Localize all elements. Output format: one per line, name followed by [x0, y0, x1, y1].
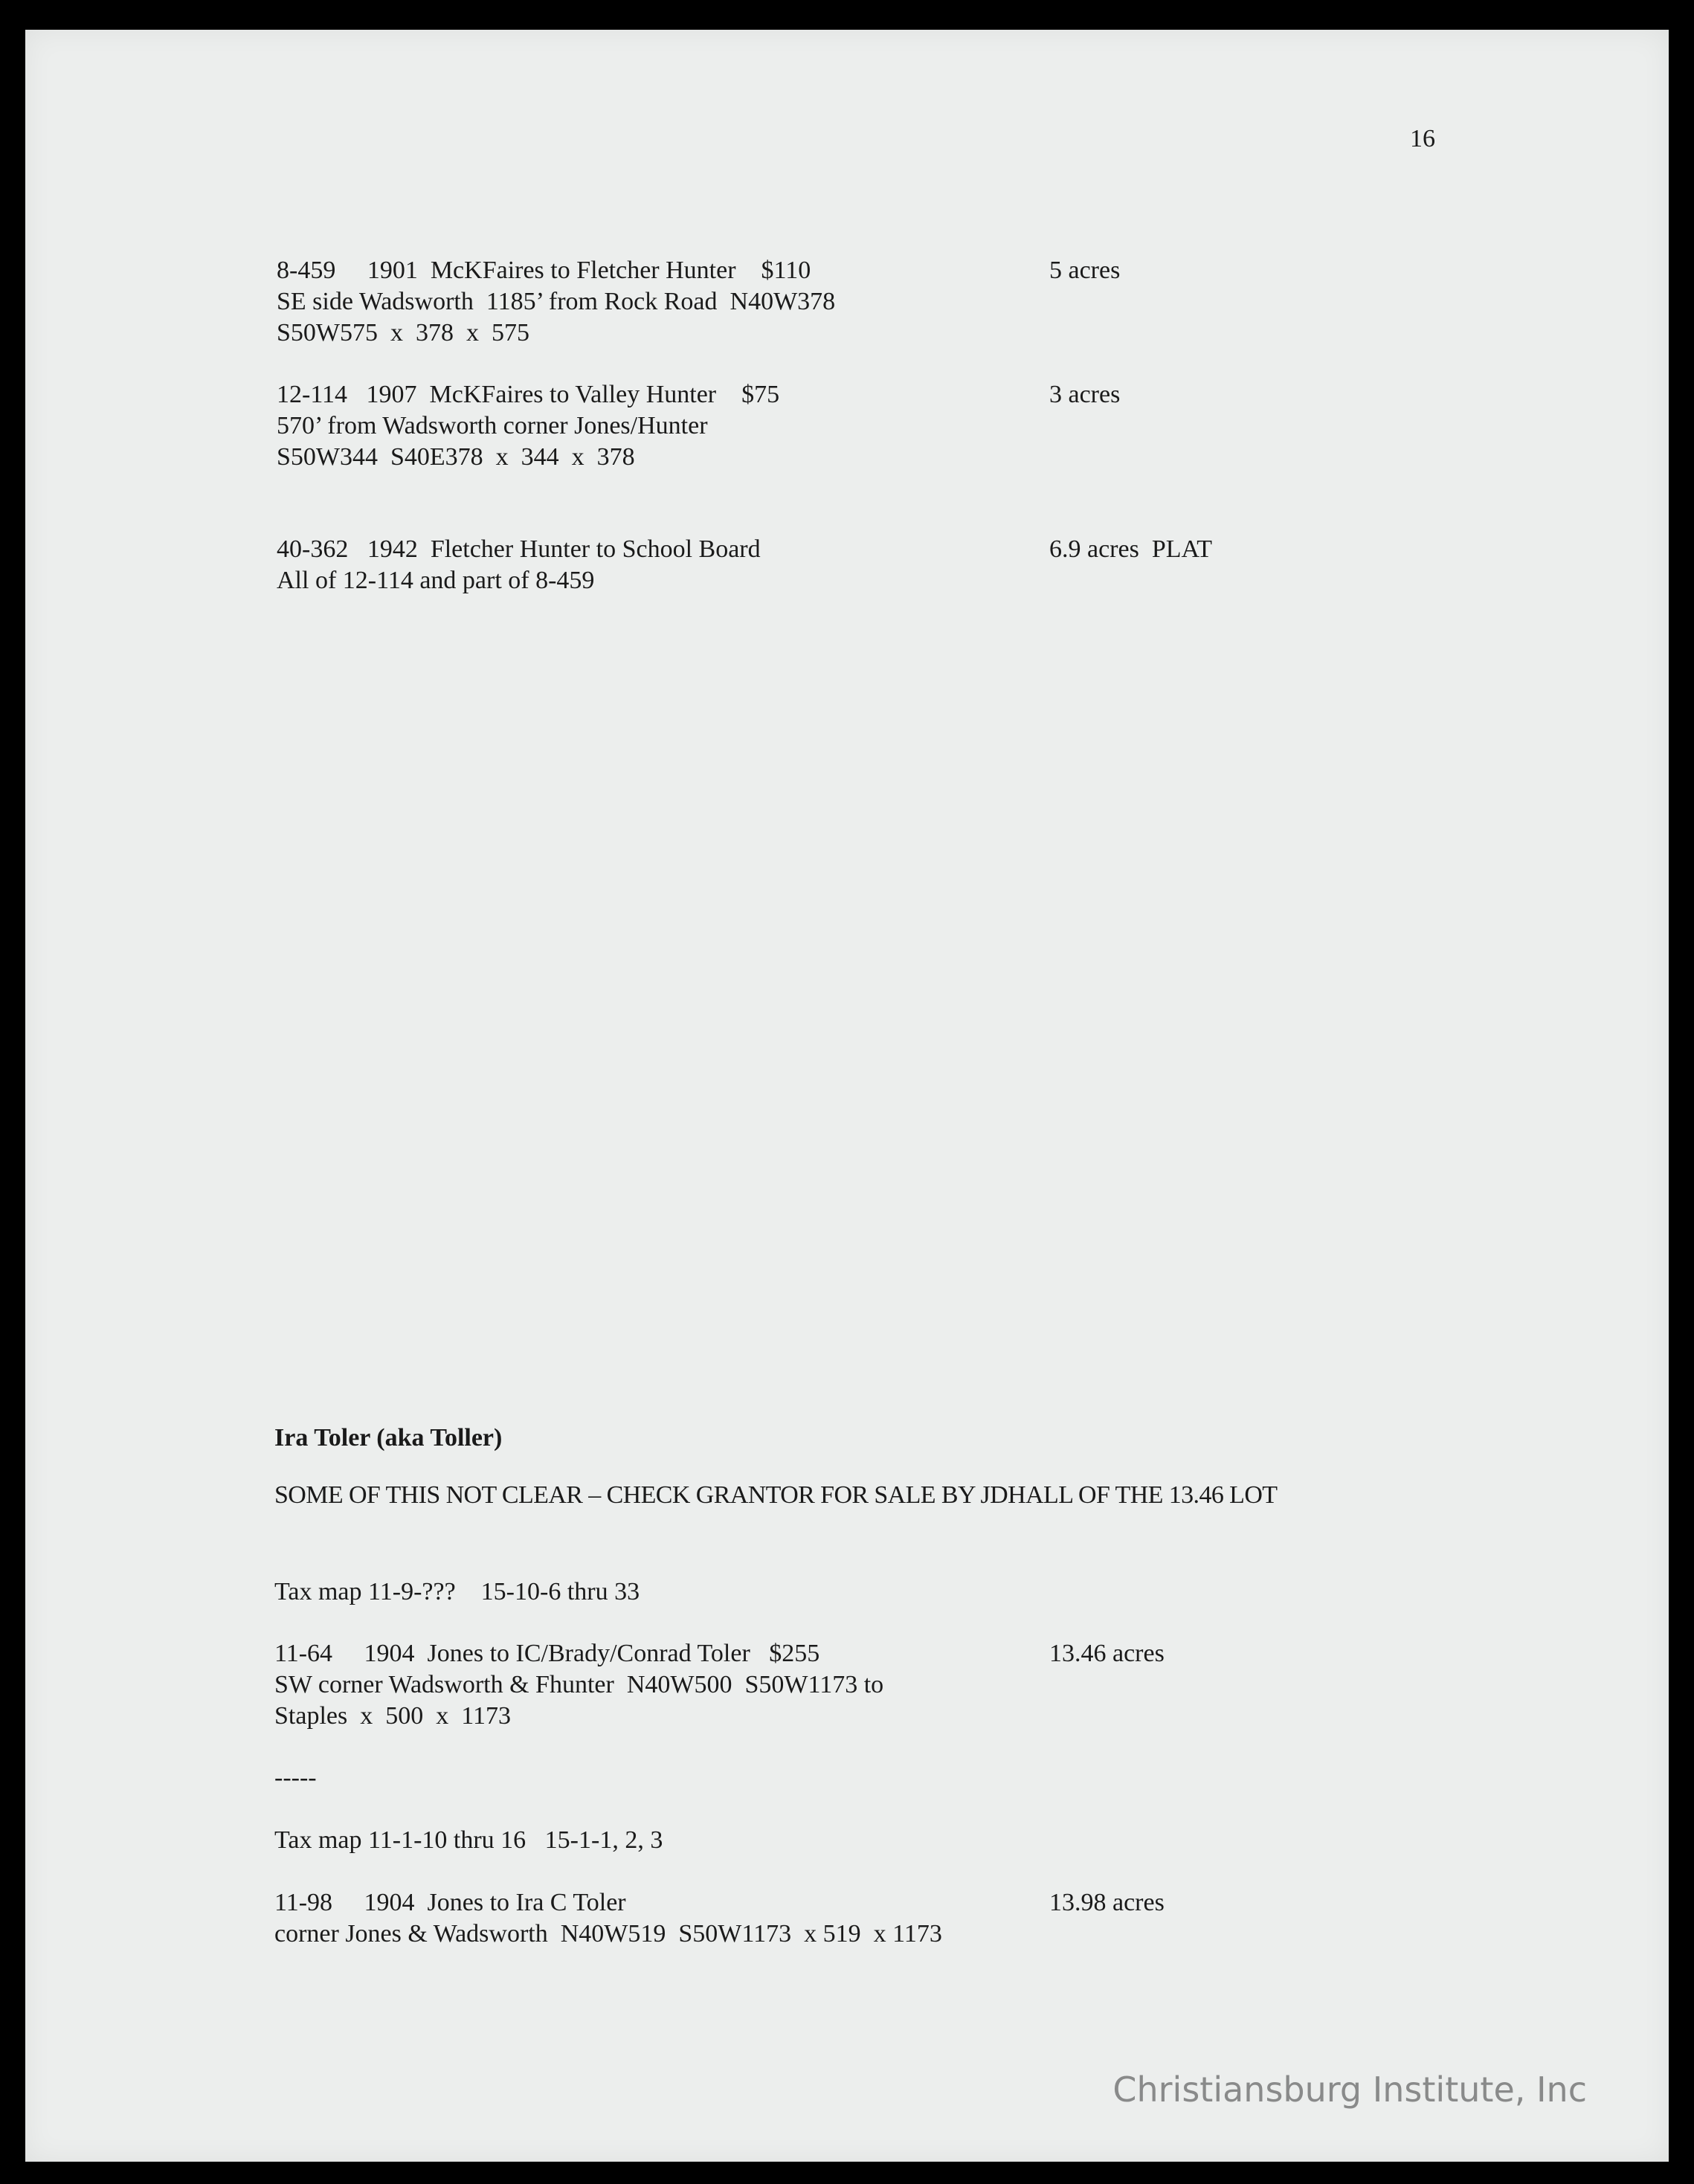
deed-acres: 13.98 acres: [1049, 1889, 1165, 1916]
deed-entry-line: 12-114 1907 McKFaires to Valley Hunter $75: [277, 381, 780, 408]
tax-map-line: Tax map 11-1-10 thru 16 15-1-1, 2, 3: [274, 1826, 663, 1854]
deed-entry-line: 8-459 1901 McKFaires to Fletcher Hunter $110: [277, 257, 811, 284]
deed-entry-line: corner Jones & Wadsworth N40W519 S50W1173 x 519 x 1173: [274, 1920, 942, 1948]
deed-entry-line: S50W344 S40E378 x 344 x 378: [277, 443, 635, 471]
deed-entry-line: 11-98 1904 Jones to Ira C Toler: [274, 1889, 626, 1916]
deed-entry-line: 40-362 1942 Fletcher Hunter to School Board: [277, 535, 761, 563]
deed-entry-line: SW corner Wadsworth & Fhunter N40W500 S50W1173 to: [274, 1671, 884, 1698]
document-page: [25, 30, 1669, 2162]
section-heading: Ira Toler (aka Toller): [274, 1424, 503, 1452]
deed-acres: 3 acres: [1049, 381, 1121, 408]
deed-entry-line: SE side Wadsworth 1185’ from Rock Road N40W378: [277, 288, 836, 315]
deed-entry-line: All of 12-114 and part of 8-459: [277, 567, 595, 594]
deed-acres: 6.9 acres PLAT: [1049, 535, 1213, 563]
deed-entry-line: 570’ from Wadsworth corner Jones/Hunter: [277, 412, 708, 439]
deed-acres: 13.46 acres: [1049, 1640, 1165, 1667]
deed-entry-line: S50W575 x 378 x 575: [277, 319, 529, 347]
section-note: SOME OF THIS NOT CLEAR – CHECK GRANTOR FOR SALE BY JDHALL OF THE 13.46 LOT: [274, 1481, 1278, 1509]
deed-acres: 5 acres: [1049, 257, 1121, 284]
deed-entry-line: 11-64 1904 Jones to IC/Brady/Conrad Toler $255: [274, 1640, 820, 1667]
deed-entry-line: Staples x 500 x 1173: [274, 1702, 511, 1730]
separator: -----: [274, 1764, 317, 1791]
watermark: Christiansburg Institute, Inc: [1112, 2069, 1587, 2110]
page-number: 16: [1410, 125, 1435, 152]
tax-map-line: Tax map 11-9-??? 15-10-6 thru 33: [274, 1578, 640, 1605]
